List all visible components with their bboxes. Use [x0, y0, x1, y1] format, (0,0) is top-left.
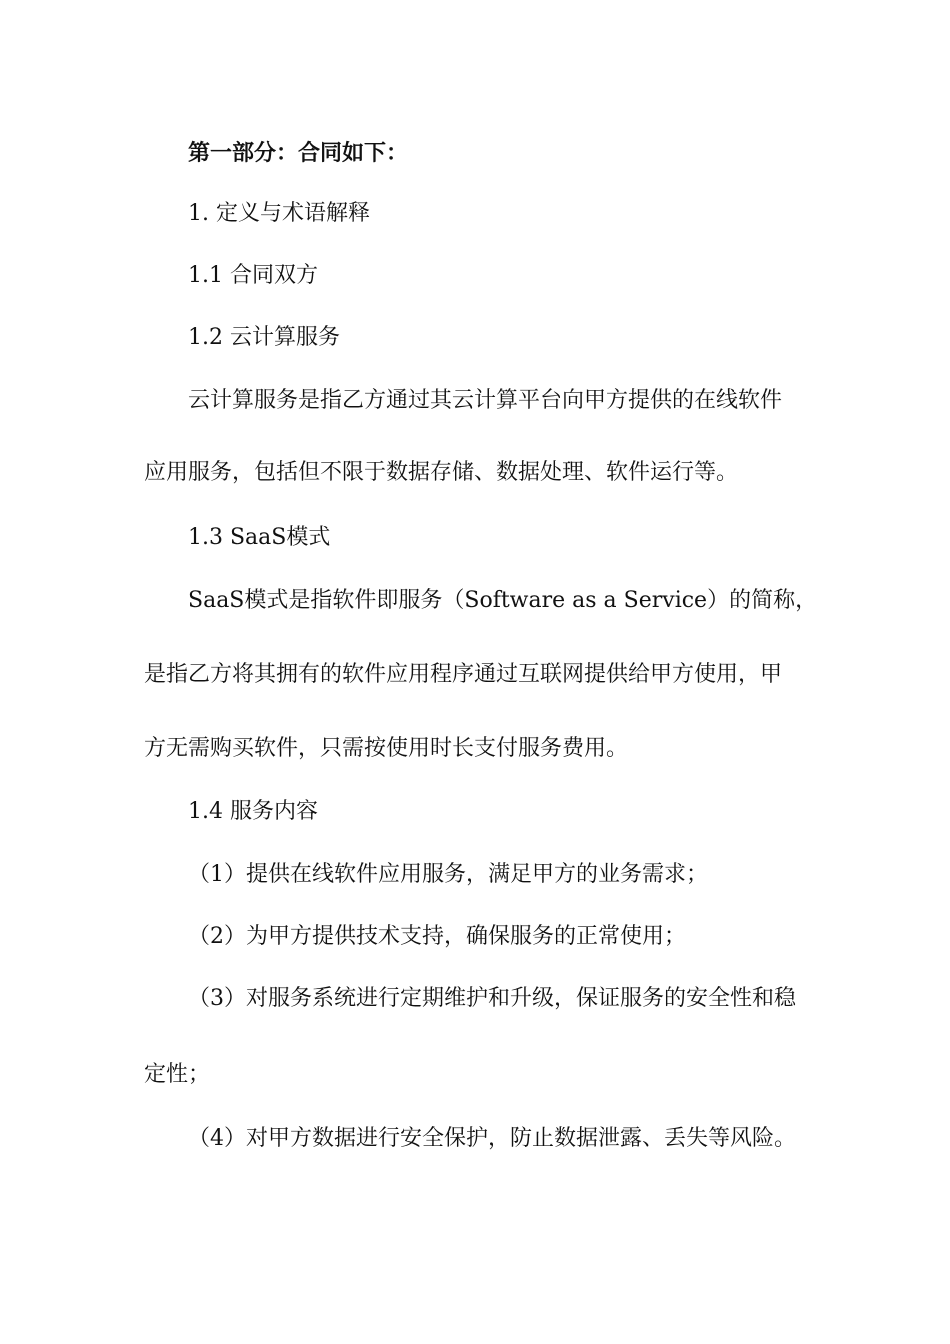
- list-item-2: （2）为甲方提供技术支持，确保服务的正常使用；: [188, 924, 686, 949]
- section-1-4-title: 1.4 服务内容: [188, 799, 318, 824]
- paragraph-cloud-line-2: 应用服务，包括但不限于数据存储、数据处理、软件运行等。: [144, 460, 739, 485]
- list-item-4: （4）对甲方数据进行安全保护，防止数据泄露、丢失等风险。: [188, 1126, 796, 1151]
- paragraph-cloud-line-1: 云计算服务是指乙方通过其云计算平台向甲方提供的在线软件: [188, 388, 783, 413]
- section-1-3-title: 1.3 SaaS模式: [188, 525, 331, 550]
- paragraph-saas-line-2: 是指乙方将其拥有的软件应用程序通过互联网提供给甲方使用，甲: [144, 662, 783, 687]
- paragraph-saas-line-1: SaaS模式是指软件即服务（Software as a Service）的简称，: [188, 588, 818, 613]
- list-item-1: （1）提供在线软件应用服务，满足甲方的业务需求；: [188, 862, 708, 887]
- paragraph-saas-line-3: 方无需购买软件，只需按使用时长支付服务费用。: [144, 736, 629, 761]
- list-item-3-line-2: 定性；: [144, 1062, 211, 1087]
- section-1-2-title: 1.2 云计算服务: [188, 325, 340, 350]
- section-heading: 第一部分：合同如下：: [188, 140, 409, 166]
- list-item-3-line-1: （3）对服务系统进行定期维护和升级，保证服务的安全性和稳: [188, 986, 796, 1011]
- section-1-title: 1. 定义与术语解释: [188, 201, 370, 226]
- section-1-1-title: 1.1 合同双方: [188, 263, 318, 288]
